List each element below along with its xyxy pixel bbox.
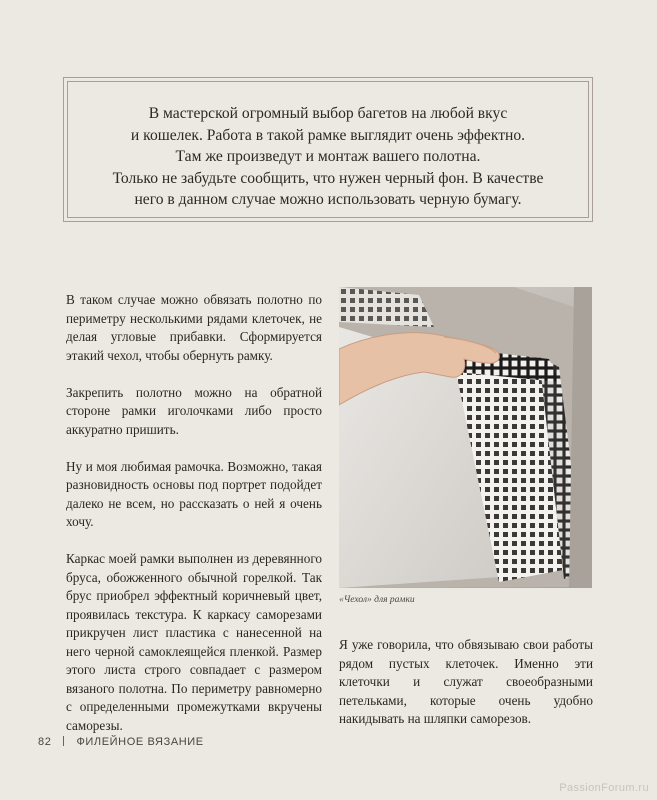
body-paragraph: Закрепить полотно можно на обратной стороне рамки иголочками либо просто аккуратно пришить. <box>66 384 322 437</box>
body-paragraph: Каркас моей рамки выполнен из деревянного бруса, обожженного обычной горелкой. Так брус приобрел эффектный коричневый цвет, проявилась текстура. К каркасу саморезами прикручен лист пластика с нанесенной на него черной самоклеящейся пленкой. Размер этого листа строго совпадает с размером вязаного полотна. По периметру равномерно с определенными промежутками вкручены саморезы. <box>66 551 322 733</box>
callout-line: него в данном случае можно использовать черную бумагу. <box>134 191 522 208</box>
left-text-column <box>66 291 322 754</box>
callout-line: В мастерской огромный выбор багетов на любой вкус <box>148 105 508 122</box>
photo-caption: «Чехол» для рамки <box>339 595 415 605</box>
callout-line: Только не забудьте сообщить, что нужен черный фон. В качестве <box>112 169 544 187</box>
callout-box <box>67 81 589 218</box>
footer-divider <box>63 736 64 746</box>
callout-text <box>68 103 588 211</box>
right-text-column <box>339 636 593 729</box>
section-title: ФИЛЕЙНОЕ ВЯЗАНИЕ <box>76 736 204 748</box>
body-paragraph: Я уже говорила, что обвязываю свои работы рядом пустых клеточек. Именно эти клеточки и служат своеобразными петельками, которые очень удобно накидывать на шляпки саморезов. <box>339 637 593 726</box>
callout-line: и кошелек. Работа в такой рамке выглядит очень эффектно. <box>130 126 526 144</box>
photo-illustration <box>339 287 592 588</box>
page-footer <box>38 736 204 748</box>
watermark: PassionForum.ru <box>559 782 649 794</box>
frame-cover-photo <box>339 287 592 588</box>
body-paragraph: В таком случае можно обвязать полотно по периметру несколькими рядами клеточек, не делая угловые прибавки. Сформируется этакий чехол, чтобы обернуть рамку. <box>66 292 322 363</box>
body-paragraph: Ну и моя любимая рамочка. Возможно, такая разновидность основы под портрет подойдет далеко не всем, но рассказать о ней я очень хочу. <box>66 458 322 529</box>
page-number: 82 <box>38 736 52 748</box>
callout-line: Там же произведут и монтаж вашего полотна. <box>175 148 481 165</box>
